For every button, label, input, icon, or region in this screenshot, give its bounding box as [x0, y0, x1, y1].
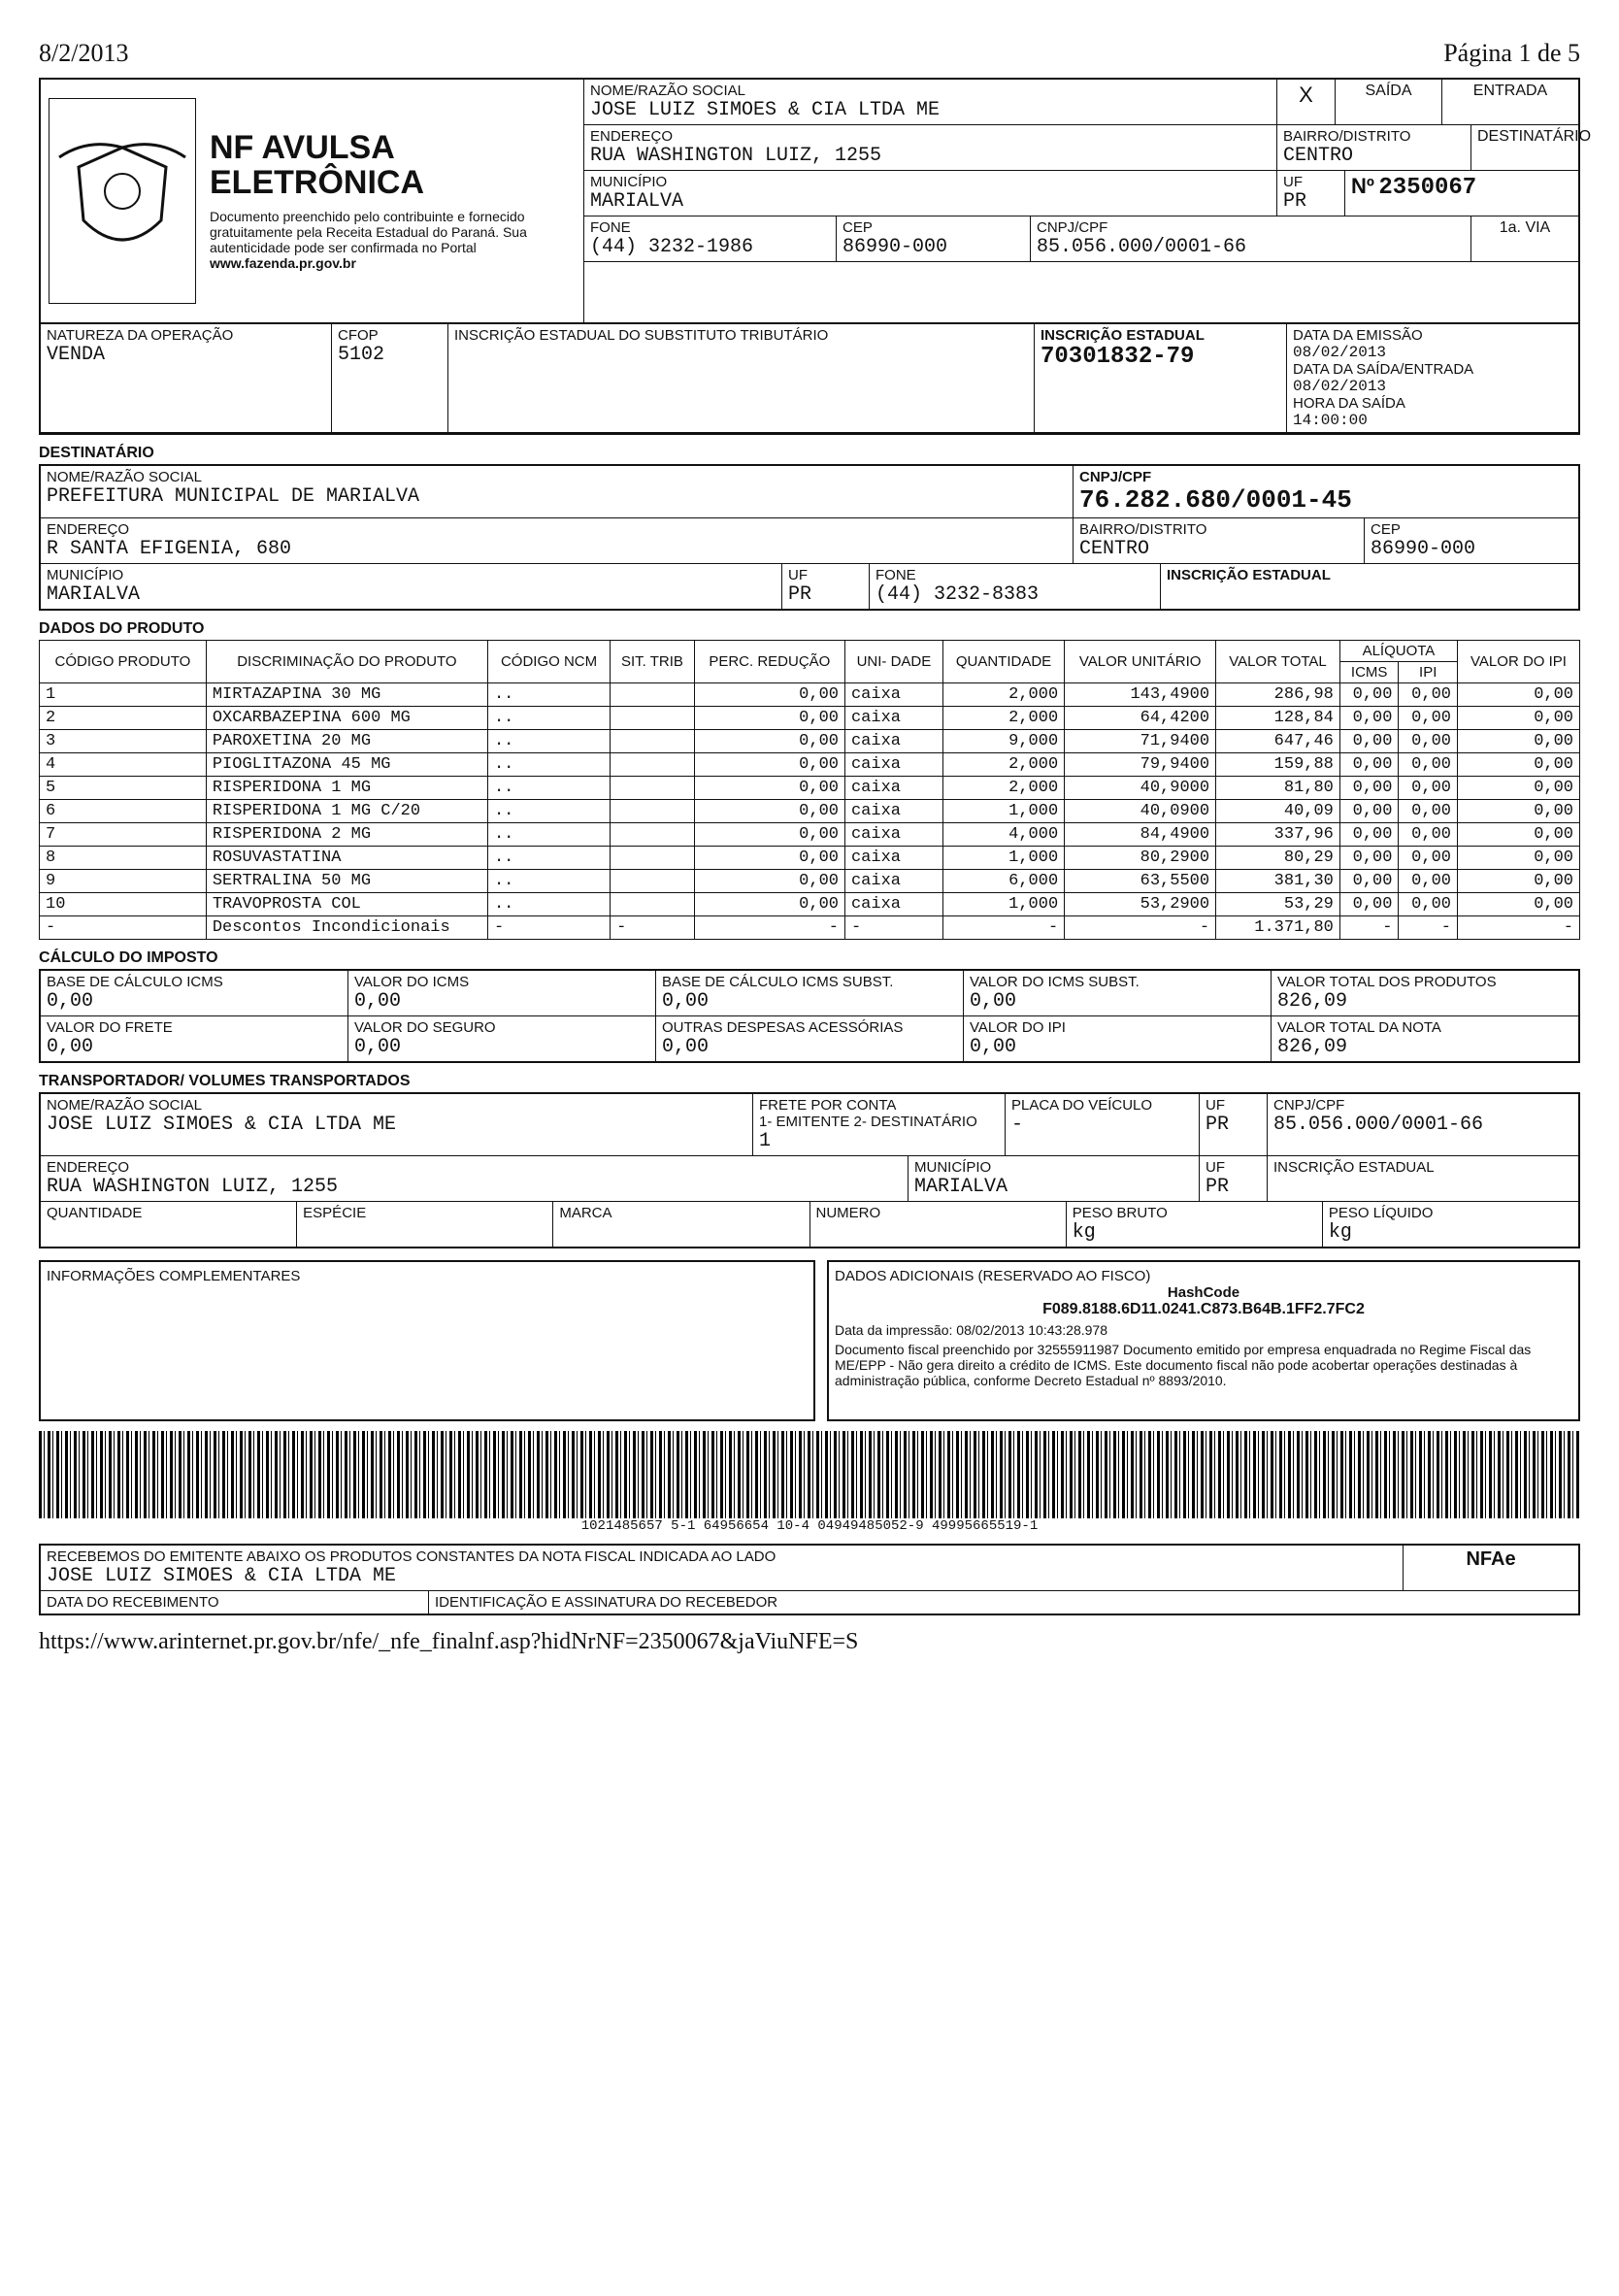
imposto-block — [39, 969, 1580, 1063]
assinatura-label: IDENTIFICAÇÃO E ASSINATURA DO RECEBEDOR — [435, 1594, 778, 1611]
cell: 0,00 — [1399, 753, 1458, 777]
cell: 40,09 — [1216, 800, 1340, 823]
cell: 0,00 — [694, 800, 844, 823]
base-icms-label: BASE DE CÁLCULO ICMS — [47, 974, 223, 990]
cell: 0,00 — [1339, 893, 1399, 916]
placa-label: PLACA DO VEÍCULO — [1011, 1097, 1153, 1114]
cell: 53,2900 — [1065, 893, 1216, 916]
transp-uf-label: UF — [1206, 1097, 1225, 1114]
destinatario-via-label: DESTINATÁRIO — [1471, 125, 1578, 171]
cell: RISPERIDONA 1 MG — [206, 777, 487, 800]
th-quantidade: QUANTIDADE — [942, 641, 1064, 683]
table-row — [40, 800, 1580, 823]
cell: 0,00 — [1457, 683, 1579, 707]
cell: 0,00 — [1339, 800, 1399, 823]
cell: 1 — [40, 683, 207, 707]
cell: 10 — [40, 893, 207, 916]
cell — [611, 893, 695, 916]
dest-fone-label: FONE — [876, 567, 916, 583]
placa-value: - — [1011, 1114, 1024, 1136]
peso-liquido: kg — [1328, 1221, 1352, 1244]
cell: 9 — [40, 870, 207, 893]
cell: 4,000 — [942, 823, 1064, 847]
cell: 2,000 — [942, 707, 1064, 730]
eagle-emblem-icon — [50, 128, 195, 274]
emitente-endereco-label: ENDEREÇO — [590, 128, 674, 145]
products-table — [39, 640, 1580, 940]
frete-opcoes: 1- EMITENTE 2- DESTINATÁRIO — [759, 1114, 977, 1130]
cell — [611, 730, 695, 753]
produtos-section-title: DADOS DO PRODUTO — [39, 620, 205, 637]
cell: .. — [487, 730, 610, 753]
cell: 0,00 — [1457, 823, 1579, 847]
valor-icms-label: VALOR DO ICMS — [354, 974, 470, 990]
footer-url[interactable]: https://www.arinternet.pr.gov.br/nfe/_nfe_finalnf.asp?hidNrNF=2350067&jaViuNFE=S — [39, 1629, 859, 1654]
doc-title-2: ELETRÔNICA — [210, 164, 424, 201]
total-nota-label: VALOR TOTAL DA NOTA — [1277, 1019, 1441, 1036]
saida-mark: X — [1277, 80, 1336, 125]
print-header — [39, 39, 1580, 68]
destinatario-section-title: DESTINATÁRIO — [39, 445, 154, 461]
dados-adicionais — [827, 1260, 1580, 1421]
emitente-nome: JOSE LUIZ SIMOES & CIA LTDA ME — [590, 99, 941, 121]
dest-municipio-label: MUNICÍPIO — [47, 567, 124, 583]
table-row — [40, 893, 1580, 916]
cell: 84,4900 — [1065, 823, 1216, 847]
total-produtos-label: VALOR TOTAL DOS PRODUTOS — [1277, 974, 1497, 990]
cell: 0,00 — [1399, 683, 1458, 707]
info-complementares — [39, 1260, 815, 1421]
transp-uf2-label: UF — [1206, 1159, 1225, 1176]
info-label: INFORMAÇÕES COMPLEMENTARES — [47, 1268, 301, 1284]
cell: 128,84 — [1216, 707, 1340, 730]
cell: 0,00 — [694, 870, 844, 893]
table-row — [40, 823, 1580, 847]
cell: 80,29 — [1216, 847, 1340, 870]
destinatario-block — [39, 464, 1580, 611]
adicionais-title: DADOS ADICIONAIS (RESERVADO AO FISCO) — [835, 1268, 1151, 1284]
via-label: 1a. VIA — [1471, 216, 1578, 262]
transp-endereco: RUA WASHINGTON LUIZ, 1255 — [47, 1176, 339, 1198]
cell: - — [1399, 916, 1458, 940]
invoice-page — [39, 39, 1592, 2257]
numero-label: NUMERO — [815, 1205, 881, 1221]
operacao-block — [39, 324, 1580, 435]
data-saida: 08/02/2013 — [1293, 378, 1387, 395]
cell: 9,000 — [942, 730, 1064, 753]
cell: 63,5500 — [1065, 870, 1216, 893]
cell: 0,00 — [1339, 777, 1399, 800]
cell: 3 — [40, 730, 207, 753]
quantidade-label: QUANTIDADE — [47, 1205, 143, 1221]
cell: 0,00 — [694, 777, 844, 800]
table-row — [40, 847, 1580, 870]
dest-nome-label: NOME/RAZÃO SOCIAL — [47, 469, 203, 485]
cell: 0,00 — [694, 730, 844, 753]
table-row — [40, 683, 1580, 707]
dest-bairro: CENTRO — [1079, 538, 1150, 560]
cell: - — [1457, 916, 1579, 940]
transp-uf: PR — [1206, 1114, 1230, 1136]
cell: .. — [487, 800, 610, 823]
table-row — [40, 916, 1580, 940]
emitente-uf-label: UF — [1283, 174, 1303, 190]
cell: 40,9000 — [1065, 777, 1216, 800]
canhoto-emitente: JOSE LUIZ SIMOES & CIA LTDA ME — [47, 1565, 397, 1587]
especie-label: ESPÉCIE — [303, 1205, 367, 1221]
barcode — [39, 1431, 1580, 1518]
total-nota: 826,09 — [1277, 1036, 1348, 1058]
cell: MIRTAZAPINA 30 MG — [206, 683, 487, 707]
data-saida-label: DATA DA SAÍDA/ENTRADA — [1293, 361, 1474, 378]
emitente-nome-label: NOME/RAZÃO SOCIAL — [590, 83, 746, 99]
cell: 4 — [40, 753, 207, 777]
cell: 0,00 — [1399, 847, 1458, 870]
dest-fone: (44) 3232-8383 — [876, 583, 1040, 606]
saida-label: SAÍDA — [1336, 80, 1442, 125]
cell: 0,00 — [1339, 823, 1399, 847]
valor-subst: 0,00 — [970, 990, 1017, 1013]
cell: TRAVOPROSTA COL — [206, 893, 487, 916]
products-body — [40, 683, 1580, 940]
cell: - — [942, 916, 1064, 940]
cell: OXCARBAZEPINA 600 MG — [206, 707, 487, 730]
th-discriminacao: DISCRIMINAÇÃO DO PRODUTO — [206, 641, 487, 683]
cell: 2,000 — [942, 683, 1064, 707]
cell: 0,00 — [1457, 753, 1579, 777]
cell: .. — [487, 847, 610, 870]
emitente-bairro-label: BAIRRO/DISTRITO — [1283, 128, 1411, 145]
cell: 0,00 — [1339, 847, 1399, 870]
cell: 0,00 — [694, 707, 844, 730]
cell: 0,00 — [1339, 707, 1399, 730]
transp-cnpj: 85.056.000/0001-66 — [1273, 1114, 1484, 1136]
cell: 0,00 — [1457, 730, 1579, 753]
cell: 80,2900 — [1065, 847, 1216, 870]
cell: 0,00 — [694, 823, 844, 847]
cell: 1,000 — [942, 800, 1064, 823]
transp-nome-label: NOME/RAZÃO SOCIAL — [47, 1097, 203, 1114]
cell — [611, 823, 695, 847]
cell: PAROXETINA 20 MG — [206, 730, 487, 753]
cell — [611, 777, 695, 800]
canhoto-text: RECEBEMOS DO EMITENTE ABAIXO OS PRODUTOS CONSTANTES DA NOTA FISCAL INDICADA AO LADO — [47, 1548, 776, 1565]
cell: caixa — [844, 753, 942, 777]
cell: .. — [487, 707, 610, 730]
cell: 0,00 — [1399, 893, 1458, 916]
logo-area — [41, 80, 584, 322]
cell: .. — [487, 777, 610, 800]
cell: caixa — [844, 730, 942, 753]
cell: 0,00 — [1457, 707, 1579, 730]
canhoto-block — [39, 1544, 1580, 1615]
data-recebimento-label: DATA DO RECEBIMENTO — [47, 1594, 219, 1611]
cell: 1.371,80 — [1216, 916, 1340, 940]
cell: .. — [487, 823, 610, 847]
nfae-label: NFAe — [1404, 1546, 1578, 1591]
th-ncm: CÓDIGO NCM — [487, 641, 610, 683]
transp-endereco-label: ENDEREÇO — [47, 1159, 130, 1176]
cell: 2 — [40, 707, 207, 730]
dest-bairro-label: BAIRRO/DISTRITO — [1079, 521, 1207, 538]
hora-saida-label: HORA DA SAÍDA — [1293, 395, 1405, 412]
cell: caixa — [844, 800, 942, 823]
cell: 0,00 — [1399, 777, 1458, 800]
dest-cnpj-label: CNPJ/CPF — [1079, 469, 1152, 485]
cell: caixa — [844, 707, 942, 730]
cell: 6,000 — [942, 870, 1064, 893]
emitente-cep-label: CEP — [843, 219, 873, 236]
emitente-cnpj: 85.056.000/0001-66 — [1037, 236, 1247, 258]
cell: 159,88 — [1216, 753, 1340, 777]
cell: ROSUVASTATINA — [206, 847, 487, 870]
cell: - — [611, 916, 695, 940]
cell: 81,80 — [1216, 777, 1340, 800]
cell: 79,9400 — [1065, 753, 1216, 777]
cell: 5 — [40, 777, 207, 800]
peso-bruto-label: PESO BRUTO — [1072, 1205, 1168, 1221]
base-icms: 0,00 — [47, 990, 94, 1013]
dest-uf-label: UF — [788, 567, 808, 583]
transp-nome: JOSE LUIZ SIMOES & CIA LTDA ME — [47, 1114, 397, 1136]
frete-value: 0,00 — [47, 1036, 94, 1058]
seguro-label: VALOR DO SEGURO — [354, 1019, 496, 1036]
cell: 0,00 — [1399, 707, 1458, 730]
natureza-label: NATUREZA DA OPERAÇÃO — [47, 327, 234, 344]
frete-conta: 1 — [759, 1130, 772, 1152]
th-unidade: UNI- DADE — [844, 641, 942, 683]
barcode-area — [39, 1431, 1580, 1534]
table-row — [40, 753, 1580, 777]
cell: - — [694, 916, 844, 940]
cell: 0,00 — [1339, 870, 1399, 893]
emitente-municipio: MARIALVA — [590, 190, 684, 213]
cell: caixa — [844, 893, 942, 916]
table-row — [40, 707, 1580, 730]
emitente-fone-label: FONE — [590, 219, 631, 236]
frete-conta-label: FRETE POR CONTA — [759, 1097, 897, 1114]
title-area — [210, 131, 576, 270]
cell: 1,000 — [942, 847, 1064, 870]
emitente-bairro: CENTRO — [1283, 145, 1354, 167]
entrada-label: ENTRADA — [1442, 80, 1578, 125]
dest-cnpj: 76.282.680/0001-45 — [1079, 485, 1352, 515]
th-valor-total: VALOR TOTAL — [1216, 641, 1340, 683]
cell: - — [487, 916, 610, 940]
cell: - — [1339, 916, 1399, 940]
cell: 0,00 — [1457, 893, 1579, 916]
cell: 0,00 — [1457, 870, 1579, 893]
cell: 40,0900 — [1065, 800, 1216, 823]
ipi-label: VALOR DO IPI — [970, 1019, 1066, 1036]
peso-bruto: kg — [1072, 1221, 1096, 1244]
transp-ie-label: INSCRIÇÃO ESTADUAL — [1273, 1159, 1435, 1176]
ie-value: 70301832-79 — [1041, 344, 1195, 370]
outras-value: 0,00 — [662, 1036, 710, 1058]
transp-municipio: MARIALVA — [914, 1176, 1008, 1198]
transportador-block — [39, 1092, 1580, 1248]
cell: .. — [487, 753, 610, 777]
print-date: 8/2/2013 — [39, 39, 129, 67]
cell — [611, 683, 695, 707]
transp-cnpj-label: CNPJ/CPF — [1273, 1097, 1345, 1114]
cell — [611, 707, 695, 730]
dest-cep-label: CEP — [1371, 521, 1401, 538]
barcode-digits: 1021485657 5-1 64956654 10-4 04949485052-9 49995665519-1 — [580, 1518, 1039, 1534]
cell: 6 — [40, 800, 207, 823]
cfop-value: 5102 — [338, 344, 385, 366]
cell: 143,4900 — [1065, 683, 1216, 707]
marca-label: MARCA — [559, 1205, 612, 1221]
cell: - — [1065, 916, 1216, 940]
frete-label: VALOR DO FRETE — [47, 1019, 173, 1036]
th-perc-reducao: PERC. REDUÇÃO — [694, 641, 844, 683]
th-icms: ICMS — [1339, 662, 1399, 683]
th-valor-ipi: VALOR DO IPI — [1457, 641, 1579, 683]
cell: Descontos Incondicionais — [206, 916, 487, 940]
dest-endereco-label: ENDEREÇO — [47, 521, 130, 538]
portal-link: www.fazenda.pr.gov.br — [210, 254, 356, 271]
th-codigo: CÓDIGO PRODUTO — [40, 641, 207, 683]
seguro-value: 0,00 — [354, 1036, 402, 1058]
cell: 0,00 — [1399, 870, 1458, 893]
cell: 0,00 — [1399, 730, 1458, 753]
cell: caixa — [844, 777, 942, 800]
doc-title-1: NF AVULSA — [210, 129, 395, 167]
emitente-fone: (44) 3232-1986 — [590, 236, 754, 258]
emitente-cep: 86990-000 — [843, 236, 948, 258]
cell: 0,00 — [1339, 753, 1399, 777]
cell: 0,00 — [1457, 777, 1579, 800]
cell: caixa — [844, 683, 942, 707]
emitente-uf: PR — [1283, 190, 1307, 213]
th-valor-unitario: VALOR UNITÁRIO — [1065, 641, 1216, 683]
cell: 64,4200 — [1065, 707, 1216, 730]
ie-label: INSCRIÇÃO ESTADUAL — [1041, 327, 1205, 344]
hash-label: HashCode — [1167, 1284, 1240, 1301]
cell — [611, 870, 695, 893]
cell: 286,98 — [1216, 683, 1340, 707]
transp-uf2: PR — [1206, 1176, 1230, 1198]
th-ipi: IPI — [1399, 662, 1458, 683]
impressao-date: Data da impressão: 08/02/2013 10:43:28.978 — [835, 1322, 1107, 1338]
base-subst: 0,00 — [662, 990, 710, 1013]
cell — [611, 753, 695, 777]
table-row — [40, 777, 1580, 800]
cell: caixa — [844, 847, 942, 870]
cell: RISPERIDONA 1 MG C/20 — [206, 800, 487, 823]
cell: 381,30 — [1216, 870, 1340, 893]
total-produtos: 826,09 — [1277, 990, 1348, 1013]
table-row — [40, 870, 1580, 893]
ie-subst-label: INSCRIÇÃO ESTADUAL DO SUBSTITUTO TRIBUTÁRIO — [454, 327, 829, 344]
cell: .. — [487, 683, 610, 707]
cell: 2,000 — [942, 753, 1064, 777]
cell: 0,00 — [1339, 683, 1399, 707]
adicionais-area — [39, 1260, 1580, 1421]
number-label: Nº — [1351, 174, 1374, 198]
cell: - — [844, 916, 942, 940]
data-emissao: 08/02/2013 — [1293, 344, 1387, 361]
th-sit-trib: SIT. TRIB — [611, 641, 695, 683]
cell: 0,00 — [1339, 730, 1399, 753]
base-subst-label: BASE DE CÁLCULO ICMS SUBST. — [662, 974, 894, 990]
cell: - — [40, 916, 207, 940]
cell: 0,00 — [1399, 800, 1458, 823]
page-count: Página 1 de 5 — [1443, 39, 1580, 67]
adicionais-text: Documento fiscal preenchido por 32555911987 Documento emitido por empresa enquadrada no Regime Fiscal das ME/EPP - Não gera direito a crédito de ICMS. Este documento fiscal não pode acobertar operações destinadas à administração pública, conforme Decreto Estadual nº 8893/2010. — [835, 1342, 1532, 1388]
cell: .. — [487, 893, 610, 916]
cell: 7 — [40, 823, 207, 847]
cell: caixa — [844, 823, 942, 847]
dest-nome: PREFEITURA MUNICIPAL DE MARIALVA — [47, 485, 420, 508]
th-aliquota: ALÍQUOTA — [1339, 641, 1457, 662]
emitente-municipio-label: MUNICÍPIO — [590, 174, 668, 190]
invoice-number: 2350067 — [1378, 175, 1477, 201]
peso-liquido-label: PESO LÍQUIDO — [1328, 1205, 1434, 1221]
authenticity-notice: Documento preenchido pelo contribuinte e fornecido gratuitamente pela Receita Estadual do Paraná. Sua autenticidade pode ser confirmada no Portal — [210, 208, 527, 255]
cell — [611, 800, 695, 823]
emitente-block — [584, 80, 1592, 322]
cfop-label: CFOP — [338, 327, 379, 344]
imposto-section-title: CÁLCULO DO IMPOSTO — [39, 949, 218, 966]
natureza-value: VENDA — [47, 344, 106, 366]
coat-of-arms-logo — [49, 98, 196, 304]
dest-cep: 86990-000 — [1371, 538, 1476, 560]
cell — [611, 847, 695, 870]
cell: RISPERIDONA 2 MG — [206, 823, 487, 847]
dest-ie-label: INSCRIÇÃO ESTADUAL — [1167, 567, 1331, 583]
cell: 71,9400 — [1065, 730, 1216, 753]
cell: 0,00 — [694, 847, 844, 870]
products-header-row — [40, 641, 1580, 662]
cell: 0,00 — [694, 893, 844, 916]
cell: 1,000 — [942, 893, 1064, 916]
cell: 0,00 — [694, 683, 844, 707]
cell: 647,46 — [1216, 730, 1340, 753]
transportador-section-title: TRANSPORTADOR/ VOLUMES TRANSPORTADOS — [39, 1073, 411, 1089]
emitente-endereco: RUA WASHINGTON LUIZ, 1255 — [590, 145, 882, 167]
emitente-cnpj-label: CNPJ/CPF — [1037, 219, 1108, 236]
data-emissao-label: DATA DA EMISSÃO — [1293, 327, 1423, 344]
cell: SERTRALINA 50 MG — [206, 870, 487, 893]
cell: PIOGLITAZONA 45 MG — [206, 753, 487, 777]
cell: 337,96 — [1216, 823, 1340, 847]
cell: .. — [487, 870, 610, 893]
table-row — [40, 730, 1580, 753]
cell: 0,00 — [1457, 847, 1579, 870]
hash-code: F089.8188.6D11.0241.C873.B64B.1FF2.7FC2 — [1042, 1301, 1365, 1317]
dest-endereco: R SANTA EFIGENIA, 680 — [47, 538, 292, 560]
transp-municipio-label: MUNICÍPIO — [914, 1159, 992, 1176]
cell: 8 — [40, 847, 207, 870]
cell: 2,000 — [942, 777, 1064, 800]
cell: 0,00 — [1457, 800, 1579, 823]
outras-label: OUTRAS DESPESAS ACESSÓRIAS — [662, 1019, 904, 1036]
ipi-value: 0,00 — [970, 1036, 1017, 1058]
hora-saida: 14:00:00 — [1293, 412, 1368, 429]
dest-uf: PR — [788, 583, 812, 606]
header-block — [39, 78, 1592, 324]
valor-subst-label: VALOR DO ICMS SUBST. — [970, 974, 1140, 990]
cell: 0,00 — [1399, 823, 1458, 847]
dest-municipio: MARIALVA — [47, 583, 141, 606]
valor-icms: 0,00 — [354, 990, 402, 1013]
cell: caixa — [844, 870, 942, 893]
cell: 53,29 — [1216, 893, 1340, 916]
cell: 0,00 — [694, 753, 844, 777]
